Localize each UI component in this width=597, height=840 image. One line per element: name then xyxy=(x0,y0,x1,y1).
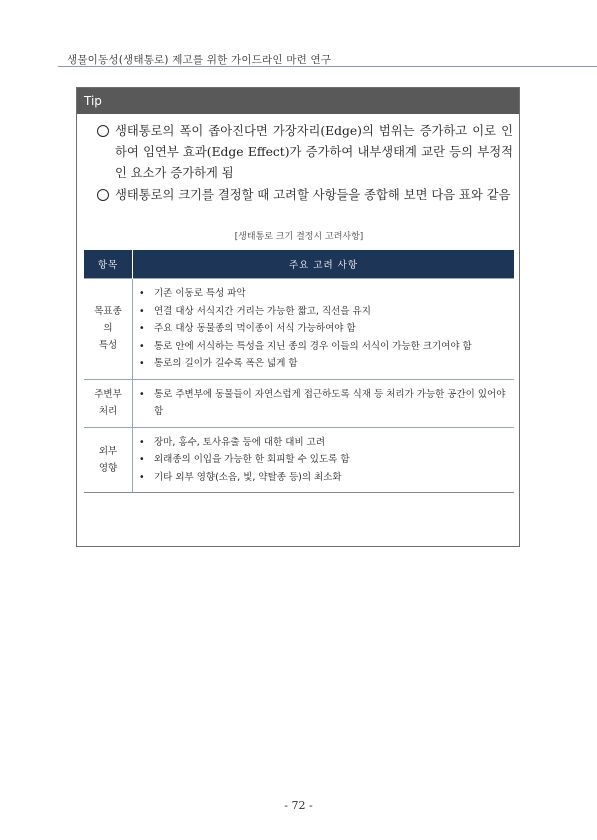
paragraph-text: 생태통로의 크기를 결정할 때 고려할 사항들을 종합해 보면 다음 표와 같음 xyxy=(115,188,511,202)
bullet-icon: • xyxy=(139,305,145,317)
table-row xyxy=(84,427,514,493)
category-line: 외부 xyxy=(98,445,118,457)
list-item-text: 주요 대상 동물종의 먹이종이 서식 가능하여야 함 xyxy=(154,323,356,334)
page-number: - 72 - xyxy=(284,799,313,812)
row-items xyxy=(133,427,515,493)
considerations-table xyxy=(84,250,514,493)
bullet-icon: • xyxy=(139,340,145,352)
list-item xyxy=(137,386,514,421)
bullet-icon: • xyxy=(139,471,145,483)
circle-bullet-icon xyxy=(97,125,109,137)
table-row xyxy=(84,279,514,380)
list-item xyxy=(137,469,514,487)
list-item-text: 장마, 홍수, 토사유출 등에 대한 대비 고려 xyxy=(154,436,325,448)
bullet-icon: • xyxy=(139,454,145,465)
header-considerations: 주요 고려 사항 xyxy=(133,250,515,279)
bullet-list xyxy=(137,434,514,487)
bullet-icon: • xyxy=(139,288,145,299)
category-line: 목표종 xyxy=(94,306,122,318)
list-item xyxy=(137,303,514,321)
tip-label: Tip xyxy=(77,88,519,114)
paragraph-text: 생태통로의 폭이 좁아진다면 가장자리(Edge)의 범위는 증가하고 이로 인하여 임연부 효과(Edge Effect)가 증가하여 내부생태계 교란 등의 부정적인 요소가 증가하게 됨 xyxy=(115,124,513,180)
bullet-icon: • xyxy=(139,388,145,400)
list-item-text: 연결 대상 서식지간 거리는 가능한 짧고, 직선을 유지 xyxy=(154,305,371,317)
list-item xyxy=(137,285,514,303)
category-line: 의 xyxy=(103,323,113,335)
category-line: 주변부 xyxy=(94,389,122,400)
list-item xyxy=(137,338,514,356)
list-item-text: 통로 주변부에 동물들이 자연스럽게 접근하도록 식재 등 처리가 가능한 공간이 있어야 함 xyxy=(154,388,506,417)
header-category: 항목 xyxy=(84,250,133,279)
circle-bullet-icon xyxy=(97,189,109,201)
bullet-list xyxy=(137,386,514,421)
list-item-text: 통로의 길이가 길수록 폭은 넓게 함 xyxy=(154,358,298,369)
table-row xyxy=(84,379,514,427)
tip-paragraph-2 xyxy=(93,185,513,206)
bullet-icon: • xyxy=(139,358,145,369)
category-line: 처리 xyxy=(98,406,118,417)
list-item-text: 통로 안에 서식하는 특성을 지닌 종의 경우 이들의 서식이 가능한 크기여야 함 xyxy=(154,340,472,352)
list-item-text: 기타 외부 영향(소음, 빛, 약탈종 등)의 최소화 xyxy=(154,471,342,483)
bullet-icon: • xyxy=(139,323,145,334)
row-category xyxy=(84,279,133,380)
list-item-text: 기존 이동로 특성 파악 xyxy=(154,288,246,299)
category-line: 영향 xyxy=(98,462,118,474)
header-divider xyxy=(58,66,597,67)
table-caption: [생태통로 크기 결정시 고려사항] xyxy=(234,232,364,242)
bullet-icon: • xyxy=(139,436,145,448)
list-item xyxy=(137,320,514,338)
running-header: 생물이동성(생태통로) 제고를 위한 가이드라인 마련 연구 xyxy=(67,54,332,66)
list-item xyxy=(137,355,514,373)
list-item xyxy=(137,434,514,452)
tip-box xyxy=(76,87,520,547)
row-category xyxy=(84,379,133,427)
bullet-list xyxy=(137,285,514,373)
table-header-row xyxy=(84,250,514,279)
tip-paragraph-1 xyxy=(93,121,513,184)
row-items xyxy=(133,279,515,380)
list-item xyxy=(137,451,514,469)
row-items xyxy=(133,379,515,427)
category-line: 특성 xyxy=(98,340,118,352)
row-category xyxy=(84,427,133,493)
list-item-text: 외래종의 이입을 가능한 한 회피할 수 있도록 함 xyxy=(154,454,350,465)
